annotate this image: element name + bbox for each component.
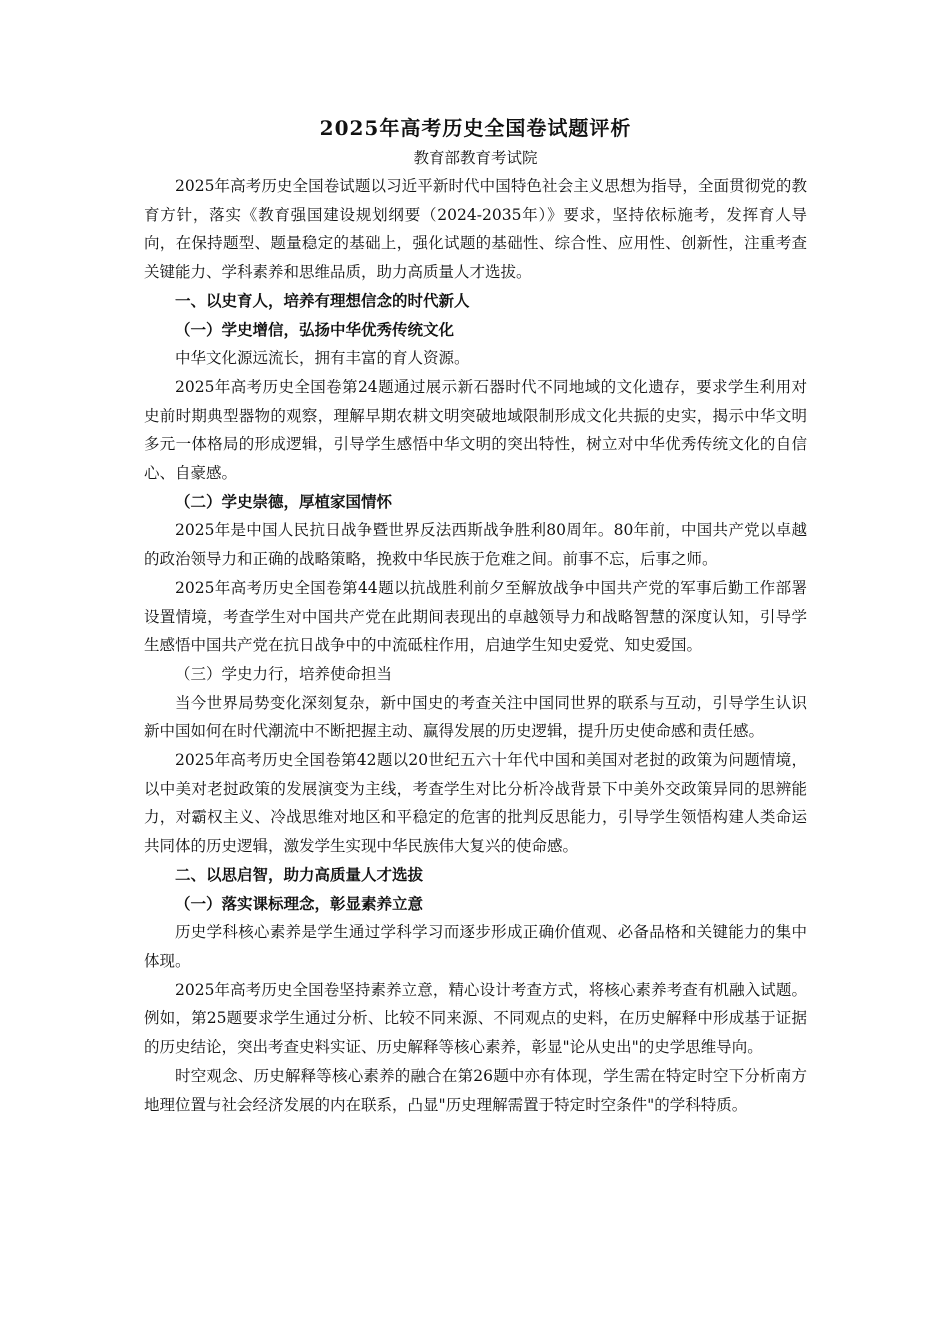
intro-paragraph: 2025年高考历史全国卷试题以习近平新时代中国特色社会主义思想为指导，全面贯彻党的教育方针，落实《教育强国建设规划纲要（2024-2035年）》要求，坚持依标施考，发挥育人导向，在保持题型、题量稳定的基础上，强化试题的基础性、综合性、应用性、创新性，注重考查关键能力、学科素养和思维品质，助力高质量人才选拔。 [144, 177, 807, 282]
section-1-heading: 一、以史育人，培养有理想信念的时代新人 [175, 290, 470, 310]
section-1-1-paragraph-2: 2025年高考历史全国卷第24题通过展示新石器时代不同地域的文化遗存，要求学生利用对史前时期典型器物的观察，理解早期农耕文明突破地域限制形成文化共振的史实，揭示中华文明多元一体格局的形成逻辑，引导学生感悟中华文明的突出特性，树立对中华优秀传统文化的自信心、自豪感。 [144, 377, 807, 483]
document-title: 2025年高考历史全国卷试题评析 [319, 116, 632, 140]
section-1-2-heading: （二）学史崇德，厚植家国情怀 [175, 491, 393, 511]
section-2-1-paragraph-3: 时空观念、历史解释等核心素养的融合在第26题中亦有体现，学生需在特定时空下分析南方地理位置与社会经济发展的内在联系，凸显"历史理解需置于特定时空条件"的学科特质。 [144, 1066, 807, 1114]
section-2-1-heading: （一）落实课标理念，彰显素养立意 [175, 893, 424, 913]
section-2-1-paragraph-2: 2025年高考历史全国卷坚持素养立意，精心设计考查方式，将核心素养考查有机融入试题。例如，第25题要求学生通过分析、比较不同来源、不同观点的史料，在历史解释中形成基于证据的历史结论，突出考查史料实证、历史解释等核心素养，彰显"论从史出"的史学思维导向。 [144, 980, 807, 1057]
section-1-2-paragraph-1: 2025年是中国人民抗日战争暨世界反法西斯战争胜利80周年。80年前，中国共产党以卓越的政治领导力和正确的战略策略，挽救中华民族于危难之间。前事不忘，后事之师。 [144, 521, 807, 569]
section-2-heading: 二、以思启智，助力高质量人才选拔 [175, 864, 424, 884]
section-1-3-paragraph-2: 2025年高考历史全国卷第42题以20世纪五六十年代中国和美国对老挝的政策为问题情境，以中美对老挝政策的发展演变为主线，考查学生对比分析冷战背景下中美外交政策异同的思辨能力，对霸权主义、冷战思维对地区和平稳定的危害的批判反思能力，引导学生领悟构建人类命运共同体的历史逻辑，激发学生实现中华民族伟大复兴的使命感。 [144, 751, 807, 856]
section-1-1-heading: （一）学史增信，弘扬中华优秀传统文化 [175, 319, 455, 339]
document-author: 教育部教育考试院 [413, 149, 538, 167]
document-body [144, 112, 807, 1119]
section-1-3-paragraph-1: 当今世界局势变化深刻复杂，新中国史的考查关注中国同世界的联系与互动，引导学生认识新中国如何在时代潮流中不断把握主动、赢得发展的历史逻辑，提升历史使命感和责任感。 [144, 693, 807, 741]
section-1-1-paragraph-1: 中华文化源远流长，拥有丰富的育人资源。 [175, 349, 470, 368]
section-2-1-paragraph-1: 历史学科核心素养是学生通过学科学习而逐步形成正确价值观、必备品格和关键能力的集中体现。 [144, 923, 807, 970]
section-1-2-paragraph-2: 2025年高考历史全国卷第44题以抗战胜利前夕至解放战争中国共产党的军事后勤工作部署设置情境，考查学生对中国共产党在此期间表现出的卓越领导力和战略智慧的深度认知，引导学生感悟中国共产党在抗日战争中的中流砥柱作用，启迪学生知史爱党、知史爱国。 [144, 578, 807, 655]
section-1-3-heading: （三）学史力行，培养使命担当 [175, 664, 393, 683]
